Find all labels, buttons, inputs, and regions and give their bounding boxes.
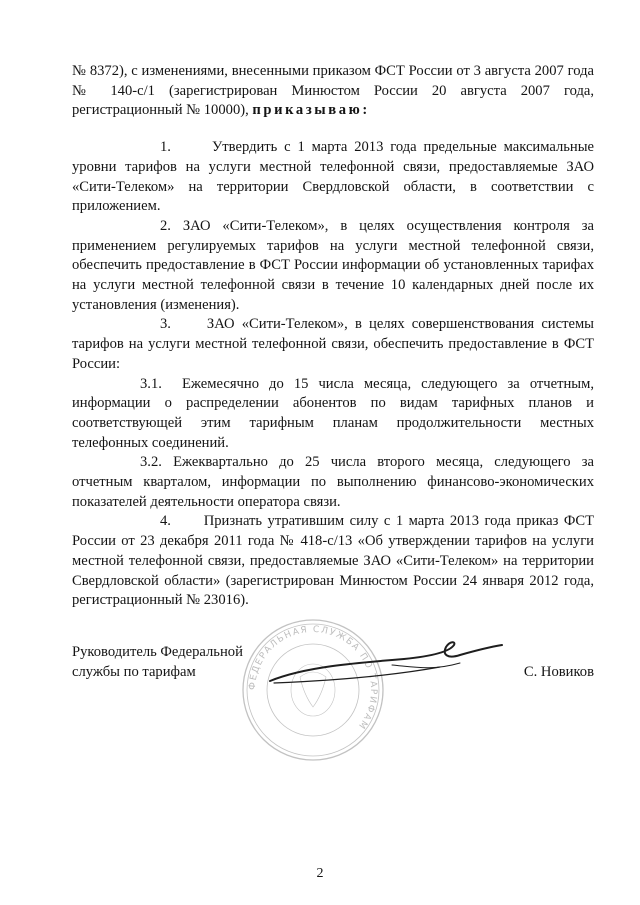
intro-paragraph	[72, 62, 594, 121]
signature-block	[72, 624, 594, 763]
order-word: приказываю:	[252, 102, 370, 119]
paragraph-number: 4.	[160, 513, 171, 530]
paragraph-number: 1.	[160, 139, 171, 156]
stamp-text: ФЕДЕРАЛЬНАЯ СЛУЖБА ПО ТАРИФАМ	[247, 624, 379, 732]
signatory-title	[72, 643, 292, 682]
paragraph-4	[72, 512, 594, 611]
paragraph-2	[72, 217, 594, 316]
page-number: 2	[316, 866, 324, 881]
paragraph-number: 3.2.	[140, 454, 162, 471]
paragraph-3	[72, 315, 594, 374]
paragraph-text: ЗАО «Сити-Телеком», в целях осуществления контроля за применением регулируемых тарифов на услуги местной телефонной связи, обеспечить предоставление в ФСТ России информации об установленных тарифах на услуги местной телефонной связи в течение 10 календарных дней после их установления (изменения).	[72, 217, 595, 313]
paragraph-text: ЗАО «Сити-Телеком», в целях совершенствования системы тарифов на услуги местной телефонной связи, обеспечить предоставление в ФСТ России:	[72, 316, 594, 372]
paragraph-text: Признать утратившим силу с 1 марта 2013 года приказ ФСТ России от 23 декабря 2011 года № 418-с/13 «Об утверждении тарифов на услуги местной телефонной связи, предоставляемые ЗАО «Сити-Телеком» на территории Свердловской области» (зарегистрирован Минюстом России 24 января 2012 года, регистрационный № 23016).	[72, 513, 594, 609]
handwritten-signature	[264, 637, 504, 707]
paragraph-3-2	[72, 453, 594, 512]
signatory-title-line-2: службы по тарифам	[72, 663, 196, 680]
document-body	[72, 62, 594, 611]
paragraph-number: 3.	[160, 316, 171, 333]
paragraph-1	[72, 138, 594, 217]
paragraph-text: Ежеквартально до 25 числа второго месяца, следующего за отчетным кварталом, информации по выполнению финансово-экономических показателей деятельности оператора связи.	[72, 454, 595, 510]
paragraph-text: Утвердить с 1 марта 2013 года предельные максимальные уровни тарифов на услуги местной телефонной связи, предоставляемые ЗАО «Сити-Телеком» на территории Свердловской области, в соответствии с приложением.	[72, 139, 595, 215]
paragraph-3-1	[72, 375, 594, 454]
signatory-name: С. Новиков	[523, 664, 594, 680]
paragraph-text: Ежемесячно до 15 числа месяца, следующего за отчетным, информации о распределении абонентов по видам тарифных планов и соответствующей этим тарифным планам продолжительности местных телефонных соединений.	[72, 375, 594, 451]
paragraph-number: 2.	[160, 217, 171, 234]
intro-text: № 8372), с изменениями, внесенными приказом ФСТ России от 3 августа 2007 года № 140-с/1 (зарегистрирован Минюстом России 20 августа 2007 года, регистрационный № 10000),	[72, 63, 594, 119]
paragraph-number: 3.1.	[140, 375, 162, 392]
signatory-title-line-1: Руководитель Федеральной	[72, 644, 243, 660]
